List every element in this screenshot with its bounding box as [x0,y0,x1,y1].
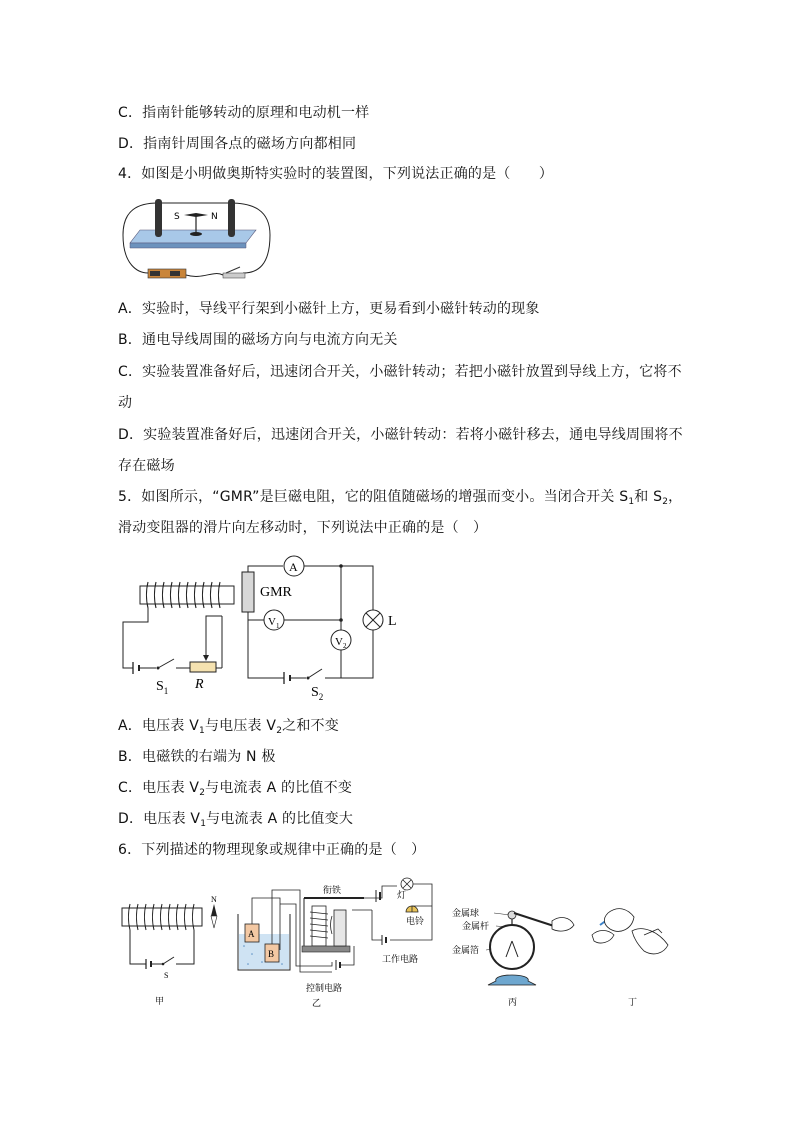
q6-yi-a-label: A [248,929,255,939]
q5-stem-line2: 滑动变阻器的滑片向左移动时，下列说法中正确的是（ ） [118,520,488,536]
q5-option-b: B．电磁铁的右端为 N 极 [118,749,276,765]
q5-s2-label: $S_2$ [311,685,324,700]
q6-figure-bing [452,895,582,1010]
q5-gmr-label: GMR [260,585,292,600]
q6-stem: 6．下列描述的物理现象或规律中正确的是（ ） [118,842,426,858]
q5-s1-label: $S_1$ [156,679,169,696]
q6-yi-caption: 乙 [312,999,322,1008]
q5-option-c: C．电压表 $V_2$与电流表 A 的比值不变 [118,780,353,798]
q4-option-c-line1: C．实验装置准备好后，迅速闭合开关，小磁针转动；若把小磁针放置到导线上方，它将不 [118,364,682,380]
q6-yi-armature-label: 衔铁 [323,886,342,896]
q6-figure-yi [232,876,442,1008]
q6-bing-rod-label: 金属杆 [462,922,490,932]
q6-yi-b-label: B [268,949,275,959]
q4-option-d-line2: 存在磁场 [118,458,175,474]
q5-r-label: R [195,677,204,692]
q4-oersted-figure [118,195,278,285]
q4-option-c-line2: 动 [118,395,133,411]
q6-jia-caption: 甲 [155,997,165,1007]
q4-s-label: S [174,212,180,222]
q5-option-a: A．电压表 $V_1$与电压表 $V_2$之和不变 [118,718,339,736]
q6-bing-caption: 丙 [508,998,518,1008]
q4-option-d-line1: D．实验装置准备好后，迅速闭合开关，小磁针转动：若将小磁针移去，通电导线周围将不 [118,427,683,443]
q6-jia-s-label: S [164,971,169,980]
q6-bing-foil-label: 金属箔 [452,946,480,956]
q4-option-a: A．实验时，导线平行架到小磁针上方，更易看到小磁针转动的现象 [118,301,540,317]
q3-option-c: C．指南针能够转动的原理和电动机一样 [118,105,370,121]
q5-option-d: D．电压表 $V_1$与电流表 A 的比值变大 [118,811,354,829]
q6-figure-jia [118,890,228,1008]
q5-stem-line1: 5．如图所示，“GMR”是巨磁电阻，它的阻值随磁场的增强而变小。当闭合开关 $S_1$和 $S_2$， [118,489,683,507]
q6-yi-control-label: 控制电路 [306,984,343,994]
q4-option-b: B．通电导线周围的磁场方向与电流方向无关 [118,332,398,348]
q5-v2-label: $V_2$ [335,636,347,650]
q3-option-d: D．指南针周围各点的磁场方向都相同 [118,136,357,152]
q4-stem: 4．如图是小明做奥斯特实验时的装置图，下列说法正确的是（ ） [118,166,554,182]
q5-ammeter-label: A [289,560,298,574]
q6-jia-n-label: N [211,895,217,904]
q6-yi-bell-label: 电铃 [406,917,425,927]
q5-v1-label: $V_1$ [268,616,280,630]
q6-bing-ball-label: 金属球 [452,909,480,919]
q5-gmr-circuit-figure [118,552,418,700]
q6-yi-work-label: 工作电路 [382,955,419,965]
q4-n-label: N [211,212,218,222]
q6-figure-ding [588,895,678,1010]
q5-lamp-label: L [388,614,397,629]
q6-yi-lamp-label: 灯 [397,891,407,901]
q6-ding-caption: 丁 [628,998,638,1008]
